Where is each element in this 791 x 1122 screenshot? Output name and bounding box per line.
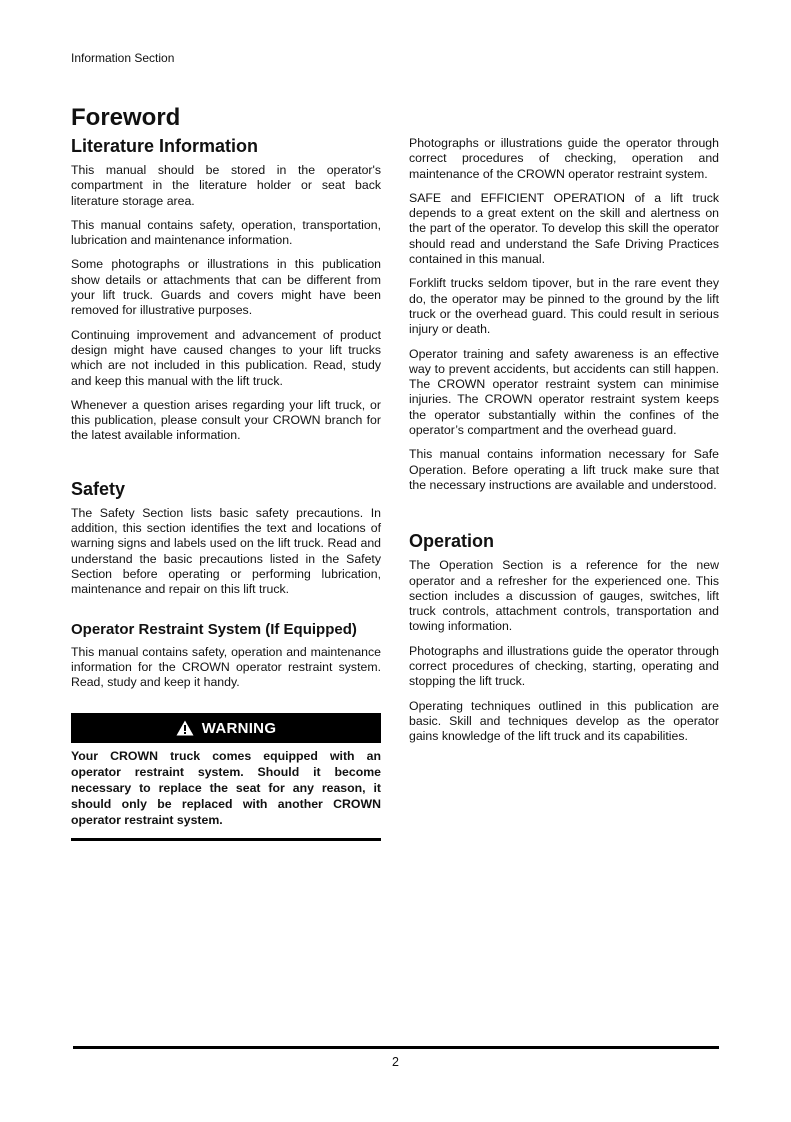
- restraint-paragraph: This manual contains safety, operation and maintenance information for the CROWN operator restraint system. Read, study and keep it handy.: [71, 644, 381, 690]
- operation-paragraph: Photographs and illustrations guide the operator through correct procedures of checking, starting, operating and stopping the lift truck.: [409, 643, 719, 689]
- literature-paragraph: Continuing improvement and advancement of product design might have caused changes to your lift trucks which are not included in this publication. Read, study and keep this manual with the lift truck.: [71, 327, 381, 388]
- operation-paragraph: The Operation Section is a reference for the new operator and a refresher for the experienced one. This section includes a discussion of gauges, switches, lift truck controls, attachment controls, transportation and towing information.: [409, 558, 719, 634]
- page-title: Foreword: [71, 104, 181, 131]
- warning-text: Your CROWN truck comes equipped with an operator restraint system. Should it become necessary to replace the seat for any reason, it should only be replaced with another CROWN operator restraint system.: [71, 749, 381, 841]
- literature-paragraph: Some photographs or illustrations in this publication show details or attachments that can be different from your lift truck. Guards and covers might have been removed for illustrative purposes.: [71, 257, 381, 318]
- warning-banner: [71, 713, 381, 743]
- literature-heading: Literature Information: [71, 136, 259, 156]
- right-column: [409, 136, 719, 754]
- warning-label: WARNING: [201, 719, 277, 737]
- operation-paragraph: Operating techniques outlined in this publication are basic. Skill and techniques develop as the operator gains knowledge of the lift truck and its capabilities.: [409, 698, 719, 744]
- warning-triangle-icon: [176, 720, 194, 736]
- body-paragraph: Photographs or illustrations guide the operator through correct procedures of checking, operation and maintenance of the CROWN operator restraint system.: [409, 136, 719, 181]
- literature-paragraph: This manual should be stored in the operator's compartment in the literature holder or seat back literature storage area.: [71, 163, 381, 208]
- operation-heading: Operation: [409, 531, 495, 552]
- footer-rule: [73, 1046, 719, 1049]
- literature-paragraph: This manual contains safety, operation, transportation, lubrication and maintenance information.: [71, 217, 381, 248]
- page-number: 2: [392, 1055, 399, 1069]
- body-paragraph: This manual contains information necessary for Safe Operation. Before operating a lift truck make sure that the necessary instructions are available and understood.: [409, 447, 719, 492]
- warning-box: [71, 713, 381, 841]
- body-paragraph: Operator training and safety awareness is an effective way to prevent accidents, but accidents can still happen. The CROWN operator restraint system can minimise injuries. The CROWN operator restraint system keeps the operator substantially within the confines of the operator’s compartment and the overhead guard.: [409, 346, 719, 438]
- restraint-heading: Operator Restraint System (If Equipped): [71, 620, 357, 638]
- body-paragraph: Forklift trucks seldom tipover, but in the rare event they do, the operator may be pinned to the ground by the lift truck or the overhead guard. This could result in serious injury or death.: [409, 276, 719, 337]
- literature-paragraph: Whenever a question arises regarding your lift truck, or this publication, please consult your CROWN branch for the latest available information.: [71, 397, 381, 443]
- body-paragraph: SAFE and EFFICIENT OPERATION of a lift truck depends to a great extent on the skill and alertness on the part of the operator. To develop this skill the operator should read and understand the Safe Driving Practices contained in this manual.: [409, 190, 719, 267]
- safety-paragraph: The Safety Section lists basic safety precautions. In addition, this section identifies the text and locations of warning signs and labels used on the lift truck. Read and understand the basic precautions listed in the Safety Section before operating or performing lubrication, maintenance and repair on this lift truck.: [71, 505, 381, 597]
- safety-heading: Safety: [71, 478, 126, 499]
- left-column: [71, 104, 381, 841]
- running-header: Information Section: [71, 51, 175, 65]
